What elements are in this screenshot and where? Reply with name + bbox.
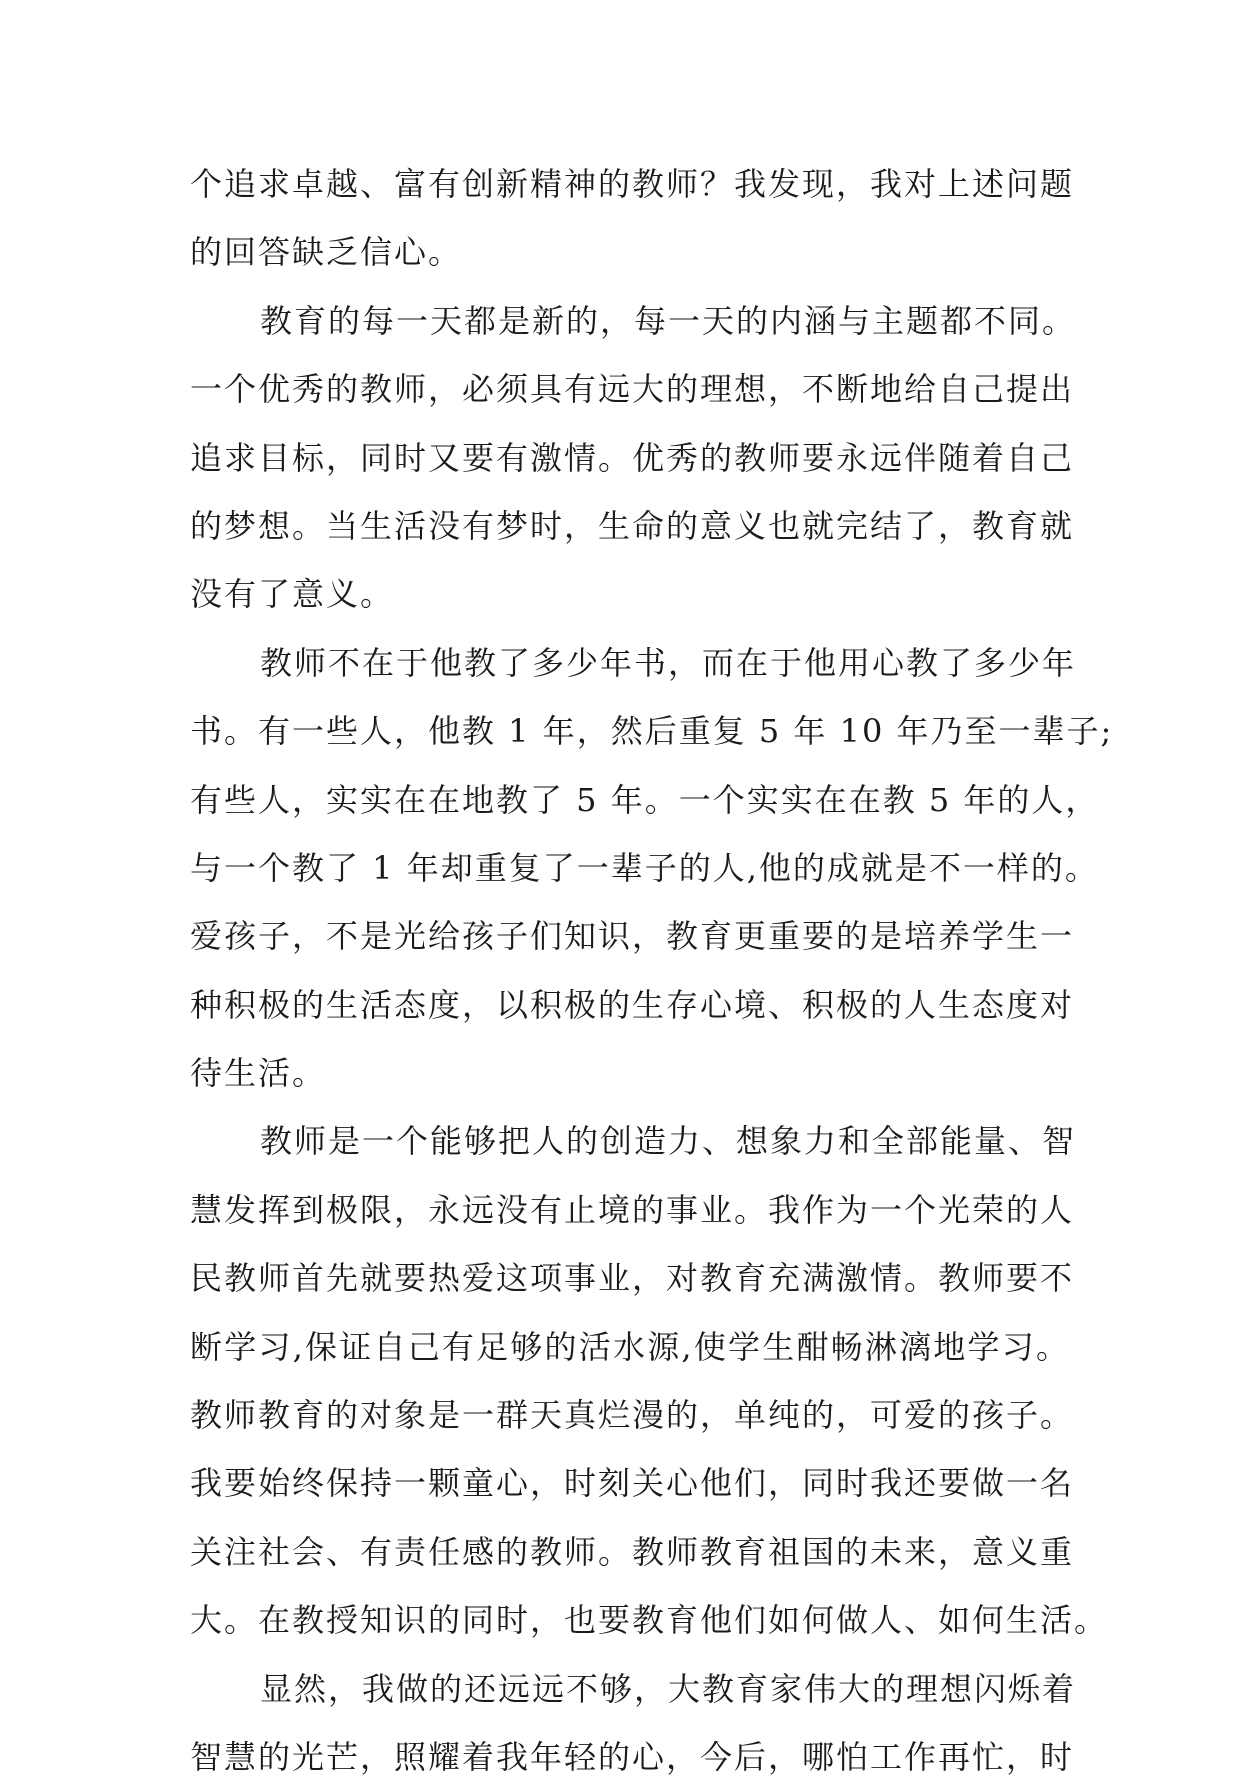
paragraph	[190, 287, 1077, 629]
text-line: 爱孩子，不是光给孩子们知识，教育更重要的是培养学生一	[190, 917, 1075, 956]
text-line: 我要始终保持一颗童心，时刻关心他们，同时我还要做一名	[190, 1464, 1075, 1503]
text-line: 有些人，实实在在地教了 5 年。一个实实在在教 5 年的人，	[190, 780, 1100, 819]
text-line: 教师教育的对象是一群天真烂漫的，单纯的，可爱的孩子。	[190, 1396, 1075, 1435]
paragraph	[190, 150, 1075, 287]
text-line: 没有了意义。	[190, 575, 395, 614]
text-line: 关注社会、有责任感的教师。教师教育祖国的未来，意义重	[190, 1532, 1075, 1571]
text-line: 追求目标，同时又要有激情。优秀的教师要永远伴随着自己	[190, 438, 1075, 477]
text-line: 大。在教授知识的同时，也要教育他们如何做人、如何生活。	[190, 1601, 1109, 1640]
text-line: 断学习,保证自己有足够的活水源,使学生酣畅淋漓地学习。	[190, 1327, 1070, 1366]
text-line: 一个优秀的教师，必须具有远大的理想，不断地给自己提出	[190, 370, 1075, 409]
paragraph	[190, 1655, 1077, 1791]
text-line: 与一个教了 1 年却重复了一辈子的人,他的成就是不一样的。	[190, 848, 1099, 887]
text-line: 种积极的生活态度，以积极的生存心境、积极的人生态度对	[190, 985, 1075, 1024]
text-line: 民教师首先就要热爱这项事业，对教育充满激情。教师要不	[190, 1259, 1075, 1298]
text-line: 书。有一些人，他教 1 年，然后重复 5 年 10 年乃至一辈子;	[190, 712, 1114, 751]
text-line: 教育的每一天都是新的，每一天的内涵与主题都不同。	[260, 301, 1077, 340]
document-body	[190, 150, 1114, 1791]
paragraph	[190, 629, 1114, 1108]
paragraph	[190, 1107, 1109, 1654]
text-line: 显然，我做的还远远不够，大教育家伟大的理想闪烁着	[260, 1669, 1077, 1708]
text-line: 的梦想。当生活没有梦时，生命的意义也就完结了，教育就	[190, 506, 1075, 545]
text-line: 个追求卓越、富有创新精神的教师？我发现，我对上述问题	[190, 165, 1075, 203]
text-line: 的回答缺乏信心。	[190, 233, 463, 272]
text-line: 慧发挥到极限，永远没有止境的事业。我作为一个光荣的人	[190, 1190, 1075, 1229]
text-line: 教师是一个能够把人的创造力、想象力和全部能量、智	[260, 1122, 1077, 1161]
text-line: 待生活。	[190, 1054, 327, 1093]
text-line: 智慧的光芒，照耀着我年轻的心，今后，哪怕工作再忙，时	[190, 1737, 1075, 1776]
text-line: 教师不在于他教了多少年书，而在于他用心教了多少年	[260, 643, 1077, 682]
